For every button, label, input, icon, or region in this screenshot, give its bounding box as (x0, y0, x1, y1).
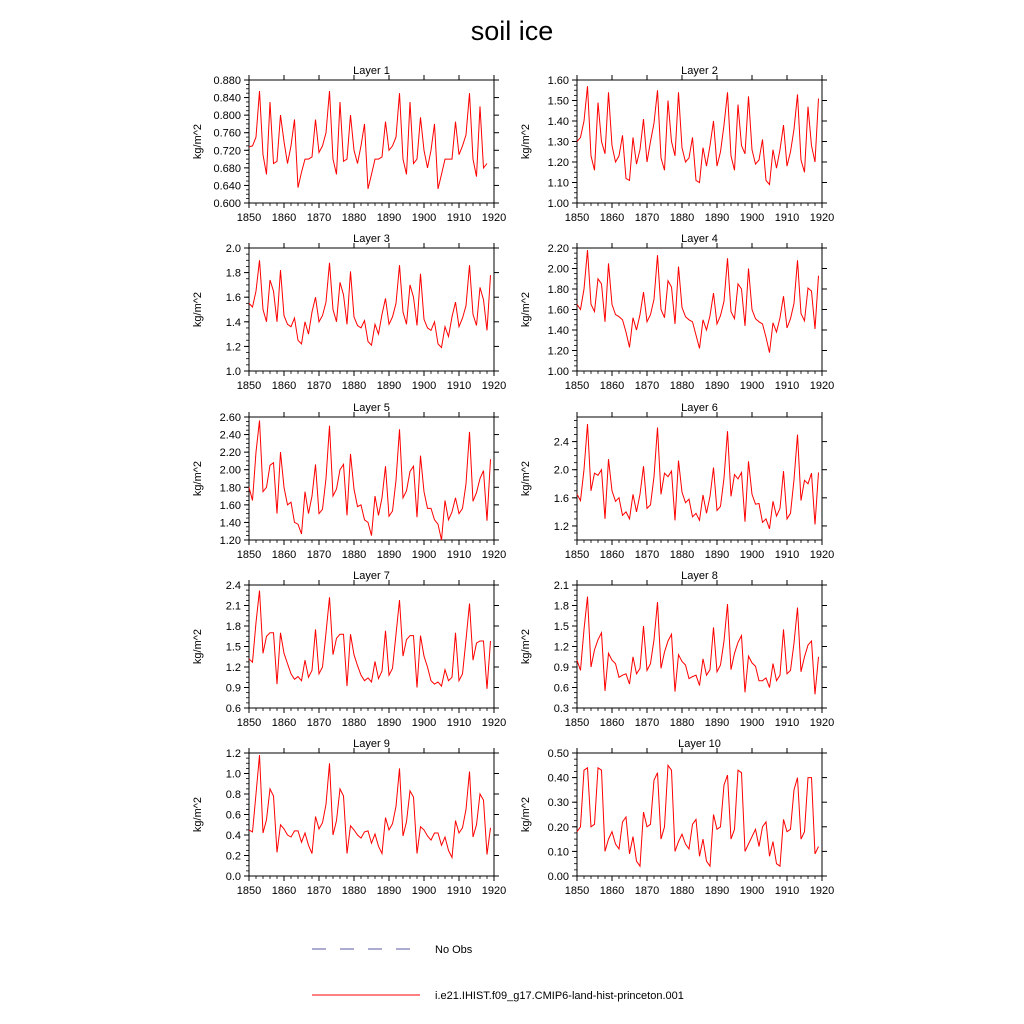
y-axis-label: kg/m^2 (520, 460, 532, 497)
y-tick-label: 0.30 (547, 797, 569, 810)
x-tick-label: 1910 (446, 212, 472, 224)
panel-title: Layer 7 (353, 570, 390, 582)
y-tick-label: 1.8 (225, 621, 241, 633)
x-tick-label: 1910 (446, 885, 472, 897)
x-tick-label: 1880 (341, 549, 367, 561)
series-line (249, 260, 491, 347)
y-tick-label: 0.50 (547, 748, 569, 760)
y-tick-label: 0.0 (225, 871, 241, 883)
x-tick-label: 1910 (774, 885, 800, 897)
x-tick-label: 1900 (739, 380, 765, 392)
x-tick-label: 1910 (446, 717, 472, 729)
x-tick-label: 1880 (669, 885, 695, 897)
x-tick-label: 1850 (236, 885, 262, 897)
x-tick-label: 1880 (669, 717, 695, 729)
x-tick-label: 1890 (376, 380, 402, 392)
plot-frame (249, 753, 494, 876)
panel-title: Layer 3 (353, 233, 390, 245)
y-tick-label: 0.800 (213, 110, 241, 123)
y-tick-label: 0.10 (547, 846, 569, 859)
x-tick-label: 1870 (306, 885, 332, 897)
panel-layer-5 (192, 402, 506, 561)
y-tick-label: 0.880 (213, 75, 241, 87)
x-tick-label: 1860 (599, 717, 625, 729)
y-tick-label: 1.2 (553, 641, 569, 654)
x-tick-label: 1880 (669, 380, 695, 392)
y-axis-label: kg/m^2 (192, 796, 204, 833)
x-tick-label: 1870 (634, 717, 660, 729)
y-tick-label: 1.8 (225, 267, 241, 280)
y-tick-label: 0.8 (225, 789, 241, 801)
plot-frame (249, 417, 494, 540)
y-tick-label: 0.6 (225, 809, 241, 822)
panel-title: Layer 10 (678, 738, 721, 750)
y-tick-label: 1.10 (547, 177, 569, 190)
y-axis-label: kg/m^2 (192, 123, 204, 160)
x-tick-label: 1910 (774, 212, 800, 224)
x-tick-label: 1860 (271, 212, 297, 224)
x-tick-label: 1900 (739, 549, 765, 561)
x-tick-label: 1850 (236, 549, 262, 561)
y-axis-label: kg/m^2 (520, 628, 532, 665)
y-tick-label: 1.2 (225, 748, 241, 760)
y-tick-label: 1.80 (547, 284, 569, 296)
y-axis-label: kg/m^2 (192, 628, 204, 665)
panel-layer-8 (520, 570, 834, 729)
x-tick-label: 1850 (236, 717, 262, 729)
x-tick-label: 1920 (481, 717, 507, 729)
y-tick-label: 0.9 (225, 682, 241, 695)
y-tick-label: 0.680 (213, 162, 241, 175)
chart-title: soil ice (470, 16, 554, 46)
panel-layer-3 (192, 233, 506, 392)
x-tick-label: 1920 (809, 212, 835, 224)
x-tick-label: 1850 (564, 885, 590, 897)
y-tick-label: 2.20 (547, 243, 569, 255)
y-tick-label: 0.3 (553, 703, 569, 715)
y-tick-label: 2.0 (553, 464, 569, 477)
x-tick-label: 1920 (809, 717, 835, 729)
series-line (249, 91, 487, 189)
x-tick-label: 1920 (809, 380, 835, 392)
y-tick-label: 0.4 (225, 830, 241, 842)
x-tick-label: 1880 (341, 717, 367, 729)
x-tick-label: 1850 (564, 380, 590, 392)
x-tick-label: 1890 (704, 885, 730, 897)
x-tick-label: 1880 (669, 549, 695, 561)
x-tick-label: 1850 (564, 549, 590, 561)
x-tick-label: 1870 (306, 549, 332, 561)
x-tick-label: 1900 (739, 717, 765, 729)
plot-frame (577, 753, 822, 876)
x-tick-label: 1860 (271, 885, 297, 897)
x-tick-label: 1880 (341, 212, 367, 224)
panel-title: Layer 6 (681, 402, 718, 414)
y-tick-label: 1.20 (219, 535, 241, 547)
y-tick-label: 1.4 (225, 316, 241, 329)
x-tick-label: 1890 (704, 212, 730, 224)
y-tick-label: 2.1 (225, 600, 241, 613)
y-axis-label: kg/m^2 (520, 123, 532, 160)
series-line (577, 250, 819, 353)
y-tick-label: 2.4 (553, 436, 569, 449)
y-tick-label: 1.80 (219, 482, 241, 495)
y-tick-label: 1.2 (553, 520, 569, 533)
y-tick-label: 1.2 (225, 341, 241, 354)
y-tick-label: 1.40 (547, 116, 569, 128)
x-tick-label: 1850 (564, 717, 590, 729)
x-tick-label: 1900 (411, 885, 437, 897)
x-tick-label: 1920 (809, 549, 835, 561)
panel-title: Layer 2 (681, 65, 718, 77)
x-tick-label: 1890 (376, 885, 402, 897)
y-tick-label: 2.1 (553, 580, 569, 592)
x-tick-label: 1900 (411, 717, 437, 729)
x-tick-label: 1910 (774, 717, 800, 729)
x-tick-label: 1920 (481, 885, 507, 897)
y-axis-label: kg/m^2 (192, 460, 204, 497)
panel-layer-6 (520, 402, 834, 561)
y-tick-label: 0.640 (213, 180, 241, 193)
y-tick-label: 1.6 (225, 292, 241, 305)
x-tick-label: 1900 (739, 212, 765, 224)
panel-layer-9 (192, 738, 506, 897)
series-line (577, 765, 819, 866)
x-tick-label: 1890 (704, 549, 730, 561)
x-tick-label: 1880 (341, 885, 367, 897)
y-tick-label: 0.6 (225, 703, 241, 715)
y-tick-label: 1.20 (547, 345, 569, 358)
x-tick-label: 1880 (669, 212, 695, 224)
y-tick-label: 2.4 (225, 580, 241, 592)
y-tick-label: 1.20 (547, 157, 569, 169)
panel-layer-4 (520, 233, 834, 392)
x-tick-label: 1920 (481, 549, 507, 561)
x-tick-label: 1920 (481, 212, 507, 224)
panel-layer-2 (520, 65, 834, 224)
plot-frame (249, 585, 494, 708)
panel-title: Layer 5 (353, 402, 390, 414)
y-tick-label: 1.40 (547, 325, 569, 337)
y-tick-label: 2.00 (219, 464, 241, 477)
x-tick-label: 1850 (564, 212, 590, 224)
y-tick-label: 0.600 (213, 198, 241, 210)
y-tick-label: 1.6 (553, 492, 569, 505)
y-axis-label: kg/m^2 (520, 291, 532, 328)
x-tick-label: 1870 (306, 212, 332, 224)
panel-layer-1 (192, 65, 506, 224)
x-tick-label: 1920 (809, 885, 835, 897)
x-tick-label: 1850 (236, 380, 262, 392)
x-tick-label: 1900 (411, 212, 437, 224)
x-tick-label: 1860 (271, 717, 297, 729)
x-tick-label: 1890 (376, 212, 402, 224)
x-tick-label: 1900 (411, 380, 437, 392)
x-tick-label: 1860 (271, 549, 297, 561)
x-tick-label: 1860 (599, 380, 625, 392)
panel-title: Layer 9 (353, 738, 390, 750)
y-tick-label: 1.5 (553, 621, 569, 633)
x-tick-label: 1860 (599, 212, 625, 224)
x-tick-label: 1870 (634, 380, 660, 392)
x-tick-label: 1910 (774, 549, 800, 561)
y-tick-label: 0.00 (547, 871, 569, 883)
series-line (249, 591, 491, 689)
x-tick-label: 1850 (236, 212, 262, 224)
plot-frame (577, 417, 822, 540)
y-tick-label: 0.6 (553, 682, 569, 695)
y-tick-label: 1.60 (219, 499, 241, 512)
panel-title: Layer 8 (681, 570, 718, 582)
x-tick-label: 1870 (634, 212, 660, 224)
y-tick-label: 0.9 (553, 662, 569, 674)
x-tick-label: 1880 (341, 380, 367, 392)
y-tick-label: 0.840 (213, 92, 241, 105)
y-tick-label: 1.0 (225, 768, 241, 781)
x-tick-label: 1910 (446, 380, 472, 392)
y-tick-label: 2.20 (219, 447, 241, 460)
series-line (249, 421, 491, 541)
series-line (577, 597, 819, 695)
y-tick-label: 1.60 (547, 75, 569, 87)
plot-frame (249, 248, 494, 371)
y-tick-label: 1.00 (547, 198, 569, 210)
x-tick-label: 1860 (271, 380, 297, 392)
y-tick-label: 1.0 (225, 366, 241, 378)
y-tick-label: 1.00 (547, 366, 569, 378)
y-axis-label: kg/m^2 (520, 796, 532, 833)
x-tick-label: 1900 (739, 885, 765, 897)
y-tick-label: 1.2 (225, 662, 241, 674)
legend-label-no-obs: No Obs (435, 944, 473, 956)
x-tick-label: 1890 (376, 549, 402, 561)
x-tick-label: 1870 (306, 717, 332, 729)
series-line (249, 755, 491, 858)
y-tick-label: 2.40 (219, 429, 241, 442)
series-line (577, 424, 819, 529)
x-tick-label: 1910 (774, 380, 800, 392)
x-tick-label: 1910 (446, 549, 472, 561)
x-tick-label: 1870 (634, 549, 660, 561)
y-axis-label: kg/m^2 (192, 291, 204, 328)
y-tick-label: 1.50 (547, 95, 569, 108)
panel-layer-10 (520, 738, 834, 897)
x-tick-label: 1890 (376, 717, 402, 729)
panel-title: Layer 1 (353, 65, 390, 77)
x-tick-label: 1890 (704, 380, 730, 392)
x-tick-label: 1890 (704, 717, 730, 729)
x-tick-label: 1870 (306, 380, 332, 392)
y-tick-label: 1.8 (553, 600, 569, 613)
y-tick-label: 0.760 (213, 127, 241, 140)
panel-layer-7 (192, 570, 506, 729)
y-tick-label: 0.40 (547, 772, 569, 785)
y-tick-label: 2.00 (547, 263, 569, 276)
x-tick-label: 1900 (411, 549, 437, 561)
y-tick-label: 1.40 (219, 517, 241, 530)
x-tick-label: 1920 (481, 380, 507, 392)
panel-title: Layer 4 (681, 233, 718, 245)
y-tick-label: 0.720 (213, 145, 241, 158)
x-tick-label: 1870 (634, 885, 660, 897)
y-tick-label: 0.2 (225, 850, 241, 863)
y-tick-label: 1.30 (547, 136, 569, 149)
y-tick-label: 1.60 (547, 304, 569, 317)
x-tick-label: 1860 (599, 885, 625, 897)
legend-label-model: i.e21.IHIST.f09_g17.CMIP6-land-hist-princeton.001 (435, 990, 684, 1002)
y-tick-label: 2.60 (219, 412, 241, 424)
y-tick-label: 0.20 (547, 821, 569, 834)
series-line (577, 86, 819, 184)
y-tick-label: 1.5 (225, 641, 241, 654)
x-tick-label: 1860 (599, 549, 625, 561)
y-tick-label: 2.0 (225, 243, 241, 255)
